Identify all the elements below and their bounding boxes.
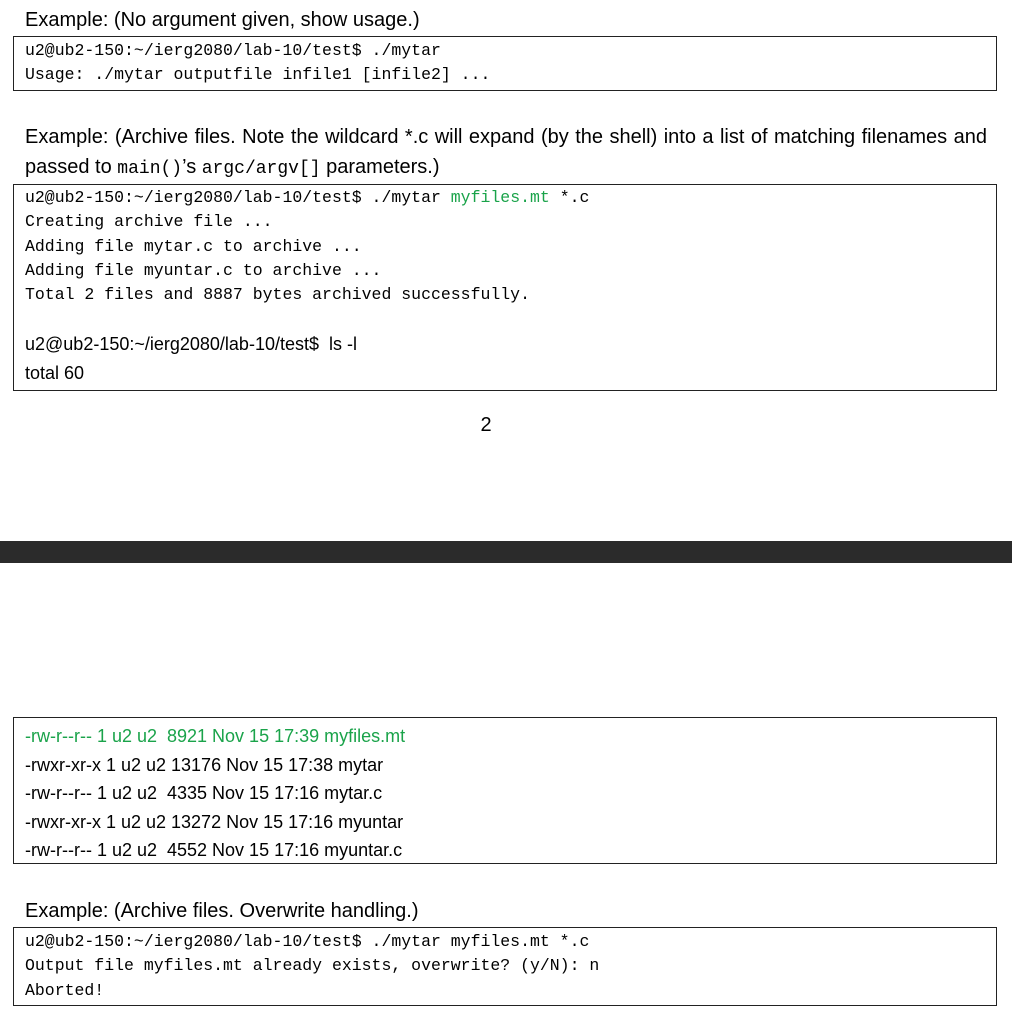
terminal-line: Aborted!: [25, 980, 105, 1000]
listing-line: -rwxr-xr-x 1 u2 u2 13176 Nov 15 17:38 mytar: [25, 754, 384, 775]
terminal-line: Output file myfiles.mt already exists, overwrite? (y/N): n: [25, 956, 600, 976]
terminal-line: Usage: ./mytar outputfile infile1 [infile2] ...: [25, 65, 491, 85]
terminal-line: u2@ub2-150:~/ierg2080/lab-10/test$ ./mytar myfiles.mt *.c: [25, 932, 590, 951]
caption-text: ’s: [182, 156, 202, 178]
output-filename-highlight: myfiles.mt: [450, 188, 550, 207]
listing-line-highlight: -rw-r--r-- 1 u2 u2 8921 Nov 15 17:39 myfiles.mt: [25, 726, 406, 746]
command-suffix: *.c: [549, 188, 590, 207]
usage-terminal-box: [13, 36, 997, 91]
example-overwrite-caption: Example: (Archive files. Overwrite handling.): [25, 900, 419, 922]
terminal-line: Creating archive file ...: [25, 212, 273, 232]
ls-total-line: total 60: [25, 362, 85, 383]
overwrite-terminal-box: [13, 927, 997, 1006]
page-number: 2: [480, 414, 492, 436]
terminal-line: Total 2 files and 8887 bytes archived successfully.: [25, 285, 530, 305]
terminal-line: Adding file myuntar.c to archive ...: [25, 260, 382, 280]
example-archive-caption: [25, 122, 987, 184]
archive-terminal-box: [13, 184, 997, 391]
command-prefix: u2@ub2-150:~/ierg2080/lab-10/test$ ./mytar: [25, 188, 451, 207]
listing-line: -rwxr-xr-x 1 u2 u2 13272 Nov 15 17:16 myuntar: [25, 811, 404, 832]
caption-code-main: main(): [117, 159, 183, 179]
caption-text: parameters.): [320, 156, 440, 178]
ls-command-line: u2@ub2-150:~/ierg2080/lab-10/test$ ls -l: [25, 334, 357, 355]
terminal-line: Adding file mytar.c to archive ...: [25, 236, 362, 256]
ls-listing-box: [13, 717, 997, 864]
caption-text: Example: (Archive files. Note the wildcard *.c will expand (by the shell) into a list of matching filenames and passed to: [25, 126, 987, 178]
terminal-line: u2@ub2-150:~/ierg2080/lab-10/test$ ./mytar: [25, 41, 441, 60]
listing-line: -rw-r--r-- 1 u2 u2 4552 Nov 15 17:16 myuntar.c: [25, 840, 403, 860]
listing-line: -rw-r--r-- 1 u2 u2 4335 Nov 15 17:16 mytar.c: [25, 783, 383, 803]
caption-code-argc-argv: argc/argv[]: [201, 159, 321, 179]
archive-command-line: [14, 186, 996, 210]
example-usage-caption: Example: (No argument given, show usage.): [25, 9, 420, 31]
page-break-bar: [0, 541, 1012, 563]
